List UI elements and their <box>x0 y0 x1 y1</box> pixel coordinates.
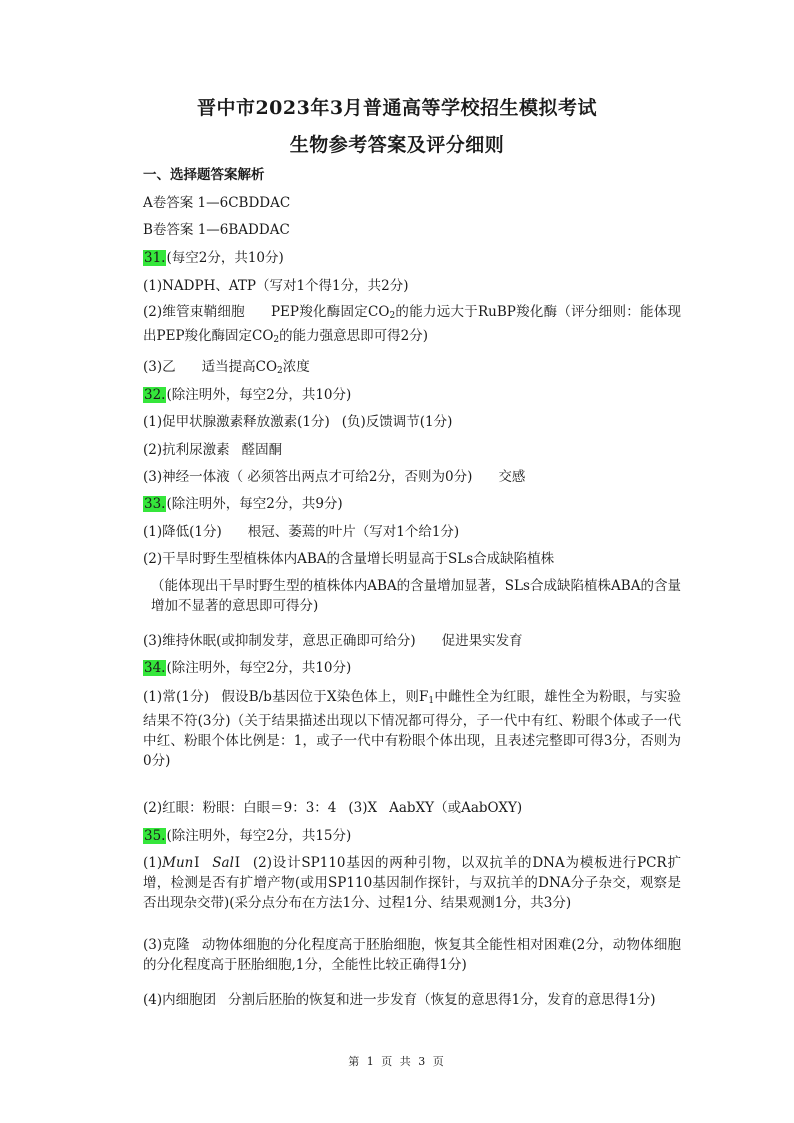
q35-a1-label: (1) <box>143 855 163 871</box>
q35-a3-label: (3)克隆 <box>143 937 190 953</box>
subscript: 2 <box>277 366 283 376</box>
b-answers: B卷答案 1—6BADDAC <box>143 222 290 238</box>
q32-header-line <box>143 385 681 405</box>
enzyme-name: Mun <box>162 855 194 871</box>
q32-header: (除注明外，每空2分，共10分) <box>166 387 352 403</box>
q31-answer-1: (1)NADPH、ATP（写对1个得1分，共2分) <box>143 278 409 294</box>
q31-a2-text-3: 的能力强意思即可得2分) <box>279 328 429 344</box>
q32-answer-1 <box>143 412 681 432</box>
q31-answer-3 <box>143 357 681 381</box>
q33-header: (除注明外，每空2分，共9分) <box>166 496 343 512</box>
q32-number: 32. <box>144 387 166 403</box>
q35-number: 35. <box>144 828 166 844</box>
q31-a3-text-1: 适当提高CO <box>201 359 278 375</box>
q34-header-line <box>143 658 681 678</box>
q32-a1-text-2: (负)反馈调节(1分) <box>341 414 453 430</box>
q33-a1-text-1: (1)降低(1分) <box>143 524 222 540</box>
q31-a2-label: (2)维管束鞘细胞 <box>143 304 245 320</box>
roman-numeral: Ⅰ <box>233 855 241 871</box>
q34-answer-1 <box>143 687 681 771</box>
enzyme-name: Sal <box>212 855 234 871</box>
q32-a2-text-2: 醛固酮 <box>241 442 283 458</box>
q33-answer-3 <box>143 631 681 651</box>
subscript: 2 <box>389 311 396 321</box>
q35-a4-label: (4)内细胞团 <box>143 992 217 1008</box>
q35-answer-3 <box>143 935 681 975</box>
q31-a2-text-1: PEP羧化酶固定CO <box>270 304 390 320</box>
document-subtitle: 生物参考答案及评分细则 <box>289 134 505 156</box>
q31-a3-label: (3)乙 <box>143 359 176 375</box>
q33-a3-text-2: 促进果实发育 <box>441 633 523 649</box>
q32-a1-text-1: (1)促甲状腺激素释放激素(1分) <box>143 414 330 430</box>
q33-a1-text-2: 根冠、萎蔫的叶片（写对1个给1分) <box>247 524 460 540</box>
section-heading: 一、选择题答案解析 <box>143 167 265 183</box>
q33-a3-text-1: (3)维持休眠(或抑制发芽，意思正确即可给分) <box>143 633 416 649</box>
q31-number: 31. <box>144 250 166 266</box>
q33-answer-2-note: （能体现出干旱时野生型的植株体内ABA的含量增加显著，SLs合成缺陷植株ABA的含量增加不显著的意思即可得分) <box>151 578 681 614</box>
q35-answer-1-2 <box>143 853 681 913</box>
q33-header-line <box>143 494 681 514</box>
q32-answer-3 <box>143 467 681 487</box>
q35-a2-text: (2)设计SP110基因的两种引物，以双抗羊的DNA为模板进行PCR扩增，检测是否有扩增产物(或用SP110基因制作探针，与双抗羊的DNA分子杂交，观察是否出现杂交带)(采分点分布在方法1分、过程1分、结果观测1分，共3分) <box>143 855 681 911</box>
q31-a2-text-2: 的能力远大于RuBP羧化酶（评分细则：能体现出PEP羧化酶固定CO <box>143 304 681 344</box>
q34-a1-text-1: (1)常(1分) <box>143 689 210 705</box>
q35-header: (除注明外，每空2分，共15分) <box>166 828 352 844</box>
q34-a1-text-3: 中雌性全为红眼，雄性全为粉眼，与实验结果不符(3分)（关于结果描述出现以下情况都可得分，子一代中有红、粉眼个体或子一代中红、粉眼个体比例是：1，或子一代中有粉眼个体出现，且表述完整即可得3分，否则为0分) <box>143 689 682 769</box>
subscript: 2 <box>273 335 280 345</box>
q34-number: 34. <box>144 660 166 676</box>
q34-a3-label: (3)X <box>348 800 378 816</box>
q32-answer-2 <box>143 440 681 460</box>
subscript: 1 <box>428 696 435 706</box>
q31-answer-2 <box>143 302 681 350</box>
q35-answer-4 <box>143 990 681 1010</box>
q32-a3-text-2: 交感 <box>498 469 526 485</box>
q31-header: (每空2分，共10分) <box>166 250 284 266</box>
q33-number: 33. <box>144 496 166 512</box>
q33-answer-1 <box>143 522 681 542</box>
q34-a1-text-2: 假设B/b基因位于X染色体上，则F <box>221 689 429 705</box>
q33-answer-2: (2)干旱时野生型植株体内ABA的含量增长明显高于SLs合成缺陷植株 <box>143 551 555 567</box>
q35-a3-text: 动物体细胞的分化程度高于胚胎细胞，恢复其全能性相对困难(2分，动物体细胞的分化程度高于胚胎细胞,1分，全能性比较正确得1分) <box>143 937 682 973</box>
a-answers: A卷答案 1—6CBDDAC <box>143 195 291 211</box>
q34-a3-text: AabXY（或AabOXY) <box>389 800 523 816</box>
q34-a2-text: (2)红眼：粉眼：白眼＝9：3：4 <box>143 800 337 816</box>
roman-numeral: Ⅰ <box>193 855 201 871</box>
q34-answer-2-3 <box>143 798 681 818</box>
q32-a2-text-1: (2)抗利尿激素 <box>143 442 230 458</box>
q35-header-line <box>143 826 681 846</box>
q31-a3-text-2: 浓度 <box>282 359 310 375</box>
q35-a4-text: 分割后胚胎的恢复和进一步发育（恢复的意思得1分，发育的意思得1分) <box>228 992 656 1008</box>
q34-header: (除注明外，每空2分，共10分) <box>166 660 352 676</box>
document-title: 晋中市2023年3月普通高等学校招生模拟考试 <box>196 97 598 119</box>
q31-header-line <box>143 248 681 268</box>
q32-a3-text-1: (3)神经一体液（ 必须答出两点才可给2分，否则为0分) <box>143 469 473 485</box>
page-footer: 第 1 页 共 3 页 <box>348 1055 446 1068</box>
